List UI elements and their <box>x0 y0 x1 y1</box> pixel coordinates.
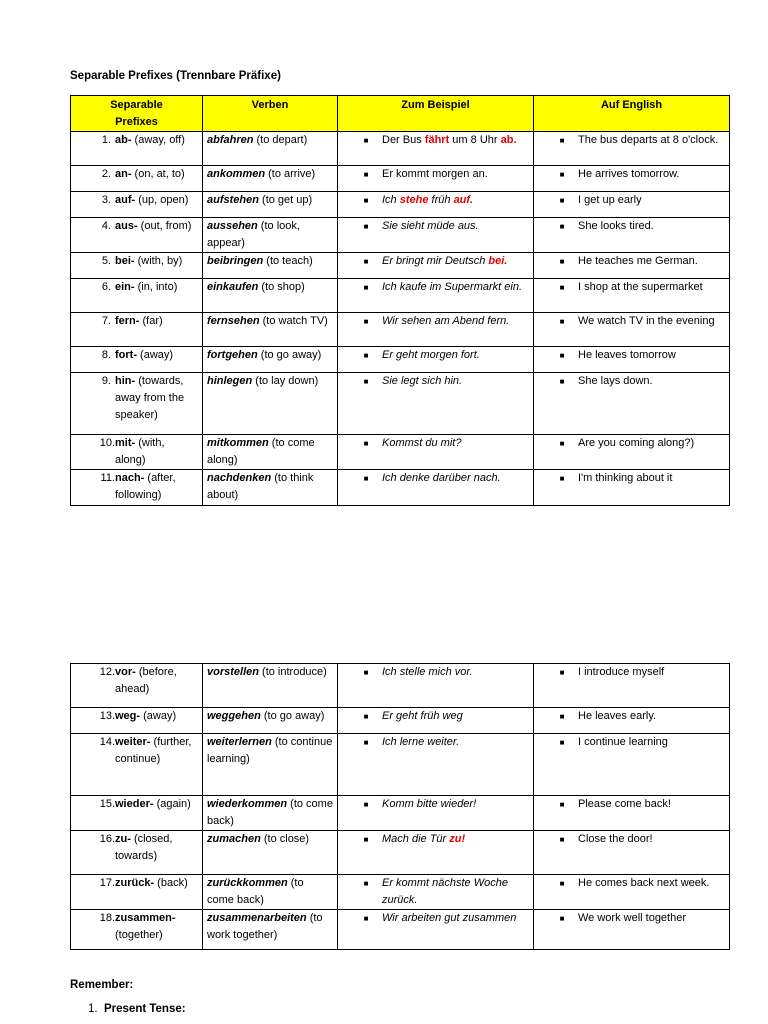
page-title: Separable Prefixes (Trennbare Präfixe) <box>70 70 281 82</box>
row-number: 12. <box>99 666 115 678</box>
verb-cell <box>203 664 338 708</box>
verb-cell <box>203 734 338 796</box>
example-segment: früh <box>428 194 454 206</box>
bullet-icon: ■ <box>363 317 369 326</box>
example-text <box>376 435 529 452</box>
prefix-gloss: (away) <box>137 349 174 361</box>
example-segment: Sie sieht müde aus. <box>382 220 479 232</box>
example-cell <box>338 708 534 734</box>
english-cell <box>534 910 730 950</box>
example-cell <box>338 132 534 166</box>
table-row <box>71 664 730 708</box>
example-segment: Sie legt sich hin. <box>382 375 463 387</box>
prefix: an- <box>115 168 132 180</box>
prefix: auf- <box>115 194 136 206</box>
bullet-icon: ■ <box>363 196 369 205</box>
example-segment: Er geht früh weg <box>382 710 463 722</box>
prefix-cell <box>71 875 203 910</box>
prefix-gloss: (back) <box>154 877 188 889</box>
example-cell <box>338 734 534 796</box>
prefix-cell <box>71 831 203 875</box>
bullet-icon: ■ <box>363 879 369 888</box>
row-number: 6. <box>101 281 111 293</box>
verb-gloss: (to think about) <box>207 472 314 501</box>
english-cell <box>534 734 730 796</box>
row-number: 7. <box>101 315 111 327</box>
verb: zusammenarbeiten <box>207 912 307 924</box>
table-row <box>71 708 730 734</box>
table-row <box>71 347 730 373</box>
table-row <box>71 132 730 166</box>
prefix-cell <box>71 192 203 218</box>
table-row <box>71 166 730 192</box>
example-segment: Der Bus <box>382 134 425 146</box>
english-cell <box>534 831 730 875</box>
example-text <box>376 347 529 364</box>
verb-gloss: (to come back) <box>207 877 304 906</box>
english-text: He teaches me German. <box>578 255 698 267</box>
bullet-icon: ■ <box>559 196 565 205</box>
verb-gloss: (to arrive) <box>265 168 316 180</box>
english-text: I introduce myself <box>578 666 665 678</box>
verb-cell <box>203 708 338 734</box>
verb: weggehen <box>207 710 261 722</box>
prefix: mit- <box>115 437 136 449</box>
verb-gloss: (to go away) <box>260 710 325 722</box>
english-cell <box>534 253 730 279</box>
prefix: ab- <box>115 134 132 146</box>
bullet-icon: ■ <box>363 257 369 266</box>
list-number: 1. <box>88 1003 98 1015</box>
verb-cell <box>203 910 338 950</box>
verb-cell <box>203 373 338 435</box>
example-text <box>376 218 529 235</box>
english-text: Close the door! <box>578 833 653 845</box>
table-row <box>71 831 730 875</box>
prefix-cell <box>71 373 203 435</box>
example-segment: um 8 Uhr <box>449 134 501 146</box>
header-verbs: Verben <box>203 96 338 132</box>
prefix-cell <box>71 253 203 279</box>
prefix: vor- <box>115 666 136 678</box>
prefix-cell <box>71 796 203 831</box>
prefix-cell <box>71 910 203 950</box>
example-segment: Er kommt nächste Woche zurück. <box>382 877 508 906</box>
row-number: 4. <box>101 220 111 232</box>
english-cell <box>534 192 730 218</box>
english-text: Please come back! <box>578 798 671 810</box>
verb-cell <box>203 470 338 506</box>
english-cell <box>534 166 730 192</box>
table-row <box>71 470 730 506</box>
verb-cell <box>203 313 338 347</box>
prefix-cell <box>71 218 203 253</box>
example-segment: Wir arbeiten gut zusammen <box>382 912 517 924</box>
example-segment: fährt <box>424 134 450 146</box>
prefix-gloss: (together) <box>115 929 163 941</box>
example-text <box>376 132 529 149</box>
bullet-icon: ■ <box>559 283 565 292</box>
bullet-icon: ■ <box>363 170 369 179</box>
english-text: Are you coming along?) <box>578 437 695 449</box>
verb-gloss: (to work together) <box>207 912 323 941</box>
english-text: I'm thinking about it <box>578 472 673 484</box>
row-number: 8. <box>101 349 111 361</box>
table-header-row <box>71 96 730 132</box>
verb-cell <box>203 796 338 831</box>
bullet-icon: ■ <box>363 712 369 721</box>
verb-gloss: (to look, appear) <box>207 220 300 249</box>
list-label: Present Tense: <box>103 1003 186 1015</box>
prefix-gloss: (on, at, to) <box>131 168 185 180</box>
bullet-icon: ■ <box>363 835 369 844</box>
example-segment: Ich lerne weiter. <box>382 736 460 748</box>
bullet-icon: ■ <box>363 222 369 231</box>
row-number: 18. <box>99 912 115 924</box>
prefix-table-2 <box>70 663 730 950</box>
example-text <box>376 875 529 909</box>
bullet-icon: ■ <box>363 738 369 747</box>
prefix: aus- <box>115 220 138 232</box>
example-segment: zu! <box>449 833 466 845</box>
verb-gloss: (to shop) <box>258 281 305 293</box>
prefix-gloss: (again) <box>153 798 191 810</box>
english-cell <box>534 279 730 313</box>
verb-cell <box>203 132 338 166</box>
row-number: 14. <box>99 736 115 748</box>
row-number: 16. <box>99 833 115 845</box>
row-number: 2. <box>101 168 111 180</box>
example-cell <box>338 253 534 279</box>
example-cell <box>338 373 534 435</box>
verb: wiederkommen <box>207 798 288 810</box>
prefix-cell <box>71 470 203 506</box>
verb: zumachen <box>207 833 261 845</box>
english-text: He comes back next week. <box>578 877 710 889</box>
verb: zurückkommen <box>207 877 288 889</box>
table-row <box>71 313 730 347</box>
example-segment: Er geht morgen fort. <box>382 349 480 361</box>
example-text <box>376 708 529 725</box>
example-cell <box>338 192 534 218</box>
example-text <box>376 664 529 681</box>
example-text <box>376 313 529 330</box>
prefix-cell <box>71 347 203 373</box>
bullet-icon: ■ <box>559 712 565 721</box>
prefix: fort- <box>115 349 137 361</box>
example-segment: Er kommt morgen an. <box>382 168 488 180</box>
bullet-icon: ■ <box>363 800 369 809</box>
bullet-icon: ■ <box>363 439 369 448</box>
example-text <box>376 470 529 487</box>
example-cell <box>338 218 534 253</box>
prefix-gloss: (further, continue) <box>115 736 192 765</box>
bullet-icon: ■ <box>559 474 565 483</box>
example-cell <box>338 910 534 950</box>
row-number: 13. <box>99 710 115 722</box>
row-number: 1. <box>101 134 111 146</box>
remember-heading: Remember: <box>70 979 134 991</box>
table-row <box>71 435 730 470</box>
prefix: zusammen- <box>115 912 176 924</box>
verb: vorstellen <box>207 666 259 678</box>
prefix-cell <box>71 132 203 166</box>
verb-gloss: (to get up) <box>258 194 313 206</box>
example-text <box>376 831 529 848</box>
verb-gloss: (to go away) <box>257 349 322 361</box>
verb: aussehen <box>207 220 258 232</box>
verb-cell <box>203 875 338 910</box>
bullet-icon: ■ <box>559 668 565 677</box>
example-segment: Wir sehen am Abend fern. <box>382 315 510 327</box>
verb-gloss: (to lay down) <box>252 375 319 387</box>
bullet-icon: ■ <box>363 377 369 386</box>
prefix: weiter- <box>115 736 151 748</box>
prefix-cell <box>71 734 203 796</box>
verb: fernsehen <box>207 315 260 327</box>
row-number: 9. <box>101 375 111 387</box>
verb: fortgehen <box>207 349 258 361</box>
bullet-icon: ■ <box>363 283 369 292</box>
verb-cell <box>203 831 338 875</box>
english-cell <box>534 875 730 910</box>
prefix-cell <box>71 279 203 313</box>
prefix-gloss: (towards, away from the speaker) <box>115 375 185 421</box>
english-text: She lays down. <box>578 375 653 387</box>
example-cell <box>338 470 534 506</box>
example-segment: Kommst du mit? <box>382 437 462 449</box>
verb: abfahren <box>207 134 254 146</box>
prefix-gloss: (in, into) <box>134 281 178 293</box>
example-segment: Ich stelle mich vor. <box>382 666 473 678</box>
example-segment: ab. <box>500 134 517 146</box>
english-cell <box>534 470 730 506</box>
verb: mitkommen <box>207 437 269 449</box>
verb: hinlegen <box>207 375 253 387</box>
prefix-gloss: (closed, towards) <box>115 833 173 862</box>
bullet-icon: ■ <box>363 136 369 145</box>
english-cell <box>534 664 730 708</box>
table-row <box>71 796 730 831</box>
verb-gloss: (to watch TV) <box>259 315 328 327</box>
bullet-icon: ■ <box>363 351 369 360</box>
prefix: ein- <box>115 281 135 293</box>
prefix-gloss: (away) <box>140 710 177 722</box>
table-row <box>71 373 730 435</box>
english-cell <box>534 347 730 373</box>
table-row <box>71 279 730 313</box>
english-text: She looks tired. <box>578 220 654 232</box>
verb-cell <box>203 166 338 192</box>
prefix: hin- <box>115 375 136 387</box>
bullet-icon: ■ <box>363 914 369 923</box>
verb-gloss: (to depart) <box>253 134 308 146</box>
row-number: 3. <box>101 194 111 206</box>
verb: weiterlernen <box>207 736 272 748</box>
prefix-gloss: (up, open) <box>135 194 189 206</box>
prefix: nach- <box>115 472 145 484</box>
table-row <box>71 218 730 253</box>
english-text: We watch TV in the evening <box>578 315 715 327</box>
table-row <box>71 910 730 950</box>
example-segment: stehe <box>399 194 429 206</box>
prefix-gloss: (with, by) <box>134 255 183 267</box>
verb-gloss: (to introduce) <box>258 666 327 678</box>
bullet-icon: ■ <box>559 377 565 386</box>
table-row <box>71 192 730 218</box>
header-english: Auf English <box>534 96 730 132</box>
english-text: We work well together <box>578 912 687 924</box>
english-text: The bus departs at 8 o'clock. <box>578 134 719 146</box>
prefix-cell <box>71 313 203 347</box>
prefix: fern- <box>115 315 140 327</box>
verb-cell <box>203 253 338 279</box>
english-text: He leaves early. <box>578 710 657 722</box>
example-cell <box>338 347 534 373</box>
bullet-icon: ■ <box>559 835 565 844</box>
english-text: He arrives tomorrow. <box>578 168 680 180</box>
example-text <box>376 373 529 390</box>
prefix-cell <box>71 435 203 470</box>
prefix-table-1 <box>70 95 730 506</box>
tense-list-item <box>88 1003 186 1015</box>
table-row <box>71 734 730 796</box>
row-number: 11. <box>100 472 115 484</box>
verb-gloss: (to teach) <box>263 255 313 267</box>
example-cell <box>338 831 534 875</box>
example-cell <box>338 435 534 470</box>
example-cell <box>338 313 534 347</box>
english-cell <box>534 435 730 470</box>
verb-gloss: (to come along) <box>207 437 315 466</box>
verb-gloss: (to come back) <box>207 798 333 827</box>
example-segment: Ich denke darüber nach. <box>382 472 501 484</box>
bullet-icon: ■ <box>559 257 565 266</box>
verb: beibringen <box>207 255 264 267</box>
prefix: wieder- <box>115 798 154 810</box>
english-text: I get up early <box>578 194 642 206</box>
prefix: zu- <box>115 833 131 845</box>
verb: aufstehen <box>207 194 259 206</box>
verb-gloss: (to close) <box>260 833 310 845</box>
verb: ankommen <box>207 168 266 180</box>
bullet-icon: ■ <box>559 170 565 179</box>
row-number: 17. <box>99 877 115 889</box>
prefix-gloss: (away, off) <box>131 134 185 146</box>
bullet-icon: ■ <box>559 222 565 231</box>
prefix-cell <box>71 166 203 192</box>
example-cell <box>338 796 534 831</box>
row-number: 15. <box>99 798 115 810</box>
prefix: zurück- <box>115 877 155 889</box>
prefix-cell <box>71 664 203 708</box>
prefix-gloss: (before, ahead) <box>115 666 177 695</box>
verb-cell <box>203 435 338 470</box>
prefix-gloss: (out, from) <box>137 220 192 232</box>
header-prefixes: Separable Prefixes <box>71 96 203 132</box>
bullet-icon: ■ <box>559 317 565 326</box>
verb: nachdenken <box>207 472 272 484</box>
english-cell <box>534 132 730 166</box>
prefix: bei- <box>115 255 135 267</box>
bullet-icon: ■ <box>559 351 565 360</box>
example-cell <box>338 664 534 708</box>
example-cell <box>338 875 534 910</box>
table-row <box>71 253 730 279</box>
verb: einkaufen <box>207 281 259 293</box>
bullet-icon: ■ <box>559 914 565 923</box>
verb-cell <box>203 347 338 373</box>
header-example: Zum Beispiel <box>338 96 534 132</box>
english-cell <box>534 373 730 435</box>
prefix-gloss: (far) <box>139 315 163 327</box>
english-cell <box>534 796 730 831</box>
bullet-icon: ■ <box>559 738 565 747</box>
bullet-icon: ■ <box>363 668 369 677</box>
example-segment: Ich <box>382 194 400 206</box>
example-text <box>376 796 529 813</box>
verb-cell <box>203 218 338 253</box>
example-text <box>376 279 529 296</box>
example-segment: Er bringt mir Deutsch <box>382 255 489 267</box>
verb-gloss: (to continue learning) <box>207 736 333 765</box>
english-cell <box>534 218 730 253</box>
example-segment: bei. <box>488 255 508 267</box>
bullet-icon: ■ <box>363 474 369 483</box>
verb-cell <box>203 279 338 313</box>
example-text <box>376 253 529 270</box>
example-text <box>376 166 529 183</box>
prefix: weg- <box>115 710 141 722</box>
row-number: 5. <box>101 255 111 267</box>
english-cell <box>534 313 730 347</box>
prefix-gloss: (with, along) <box>115 437 165 466</box>
example-cell <box>338 279 534 313</box>
example-segment: auf. <box>453 194 474 206</box>
row-number: 10. <box>99 437 115 449</box>
bullet-icon: ■ <box>559 879 565 888</box>
example-text <box>376 910 529 927</box>
example-segment: Ich kaufe im Supermarkt ein. <box>382 281 523 293</box>
bullet-icon: ■ <box>559 800 565 809</box>
english-text: He leaves tomorrow <box>578 349 676 361</box>
bullet-icon: ■ <box>559 439 565 448</box>
example-cell <box>338 166 534 192</box>
example-segment: Komm bitte wieder! <box>382 798 477 810</box>
verb-cell <box>203 192 338 218</box>
bullet-icon: ■ <box>559 136 565 145</box>
prefix-cell <box>71 708 203 734</box>
example-segment: Mach die Tür <box>382 833 450 845</box>
prefix-gloss: (after, following) <box>115 472 176 501</box>
example-text <box>376 734 529 751</box>
english-cell <box>534 708 730 734</box>
example-text <box>376 192 529 209</box>
english-text: I continue learning <box>578 736 668 748</box>
english-text: I shop at the supermarket <box>578 281 703 293</box>
table-row <box>71 875 730 910</box>
